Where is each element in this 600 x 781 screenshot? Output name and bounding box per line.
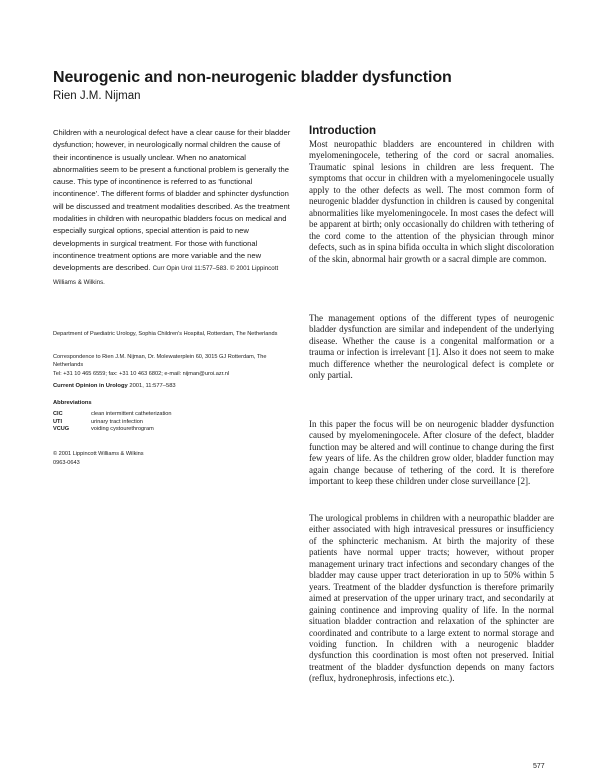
abstract-text: Children with a neurological defect have a clear cause for their bladder dysfunction; however, in neurologically normal children the cause of their incontinence is usually unclear. When no anatomical abnormalities seem to be present a functional problem is generally the cause. This type of incontinence is referred to as 'functional incontinence'. The different forms of bladder and sphincter dysfunction will be discussed and treatment modalities described. As the treatment modalities in children with neuropathic bladders focus on medical and especially surgical options, special attention is paid to new developments in surgical treatment. For those with functional incontinence treatment options are more variable and the new developments are described. [53, 128, 291, 273]
affiliation: Department of Paediatric Urology, Sophia Children's Hospital, Rotterdam, The Netherlands [53, 331, 278, 337]
issn: 0963-0643 [53, 459, 80, 466]
body-paragraph: The urological problems in children with a neuropathic bladder are either associated with high intravesical pressures or insufficiency of the sphincteric mechanism. At birth the majority of these patients have normal upper tracts; however, without proper management urinary tract infections and secondary changes of the bladder may cause upper tract deterioration in up to 50% within 5 years. Treatment of the bladder dysfunction is therefore primarily aimed at preservation of the upper urinary tract, and secondarily at gaining continence and improving quality of life. In the normal situation bladder contraction and relaxation of the sphincter are coordinated and contribute to a large extent to normal storage and voiding function. In children with a neurogenic bladder dysfunction this coordination is most often not preserved. Initial treatment of the bladder dysfunction depends on many factors (reflux, hydronephrosis, infections etc.). [309, 513, 554, 684]
abbreviation-row [53, 411, 172, 419]
copyright-block [53, 450, 144, 467]
abbreviation-definition: clean intermittent catheterization [91, 411, 172, 417]
journal-volume: 2001, 11:577–583 [129, 383, 176, 389]
abbreviation-definition: urinary tract infection [91, 418, 143, 425]
article-author: Rien J.M. Nijman [53, 90, 141, 102]
abbreviation-row [53, 419, 172, 427]
body-paragraph: Most neuropathic bladders are encountered in children with myelomeningocele, tethering of the cord or sacral anomalies. Traumatic spinal lesions in children are less frequent. The symptoms that occur in children with a myelomeningocele usually apply to the other defects as well. The most common form of neurogenic bladder dysfunction in children is caused by congenital abnormalities like myelomeningocele. In most cases the defect will be apparent at birth; only occasionally do children with tethering of the cord come to the attention of the physician through minor defects, such as in spina bifida occulta in which slight discoloration of the skin, abnormal hair growth or a sacral dimple are common. [309, 139, 554, 264]
correspondence-block [53, 353, 293, 378]
correspondence-contact: Tel: +31 10 465 6559; fax: +31 10 463 6802; e-mail: nijman@uroi.azr.nl [53, 370, 230, 377]
abbreviation-term: UTI [53, 418, 63, 425]
abstract [53, 127, 293, 289]
abbreviations-list [53, 411, 172, 434]
abbreviation-definition: voiding cystourethrogram [91, 426, 154, 433]
section-heading-introduction: Introduction [309, 125, 377, 137]
body-paragraph: The management options of the different types of neurogenic bladder dysfunction are similar and independent of the underlying disease. Whether the cause is a congenital malformation or a trauma or infection is irrelevant [1]. Also it does not seem to make much difference whether the neurological defect is complete or only partial. [309, 313, 554, 381]
correspondence-address: Correspondence to Rien J.M. Nijman, Dr. Molewaterplein 60, 3015 GJ Rotterdam, The Netherlands [53, 354, 267, 369]
abstract-citation: Curr Opin Urol 11:577–583. © 2001 Lippincott Williams & Wilkins. [53, 265, 279, 286]
abbreviations-heading: Abbreviations [53, 400, 92, 406]
copyright-notice: © 2001 Lippincott Williams & Wilkins [53, 451, 144, 457]
article-title: Neurogenic and non-neurogenic bladder dysfunction [53, 69, 452, 86]
body-paragraph: In this paper the focus will be on neurogenic bladder dysfunction caused by myelomeningocele. After closure of the defect, bladder function may be altered and will continue to change during the first few years of life. As the children grow older, bladder function may again change because of tethering of the cord. It is therefore important to keep these children under close surveillance [2]. [309, 419, 554, 487]
page-number: 577 [533, 763, 545, 770]
journal-name: Current Opinion in Urology [53, 383, 128, 389]
abbreviation-term: VCUG [53, 426, 70, 433]
abbreviation-row [53, 426, 172, 434]
abbreviation-term: CIC [53, 411, 63, 417]
journal-reference [53, 383, 176, 389]
